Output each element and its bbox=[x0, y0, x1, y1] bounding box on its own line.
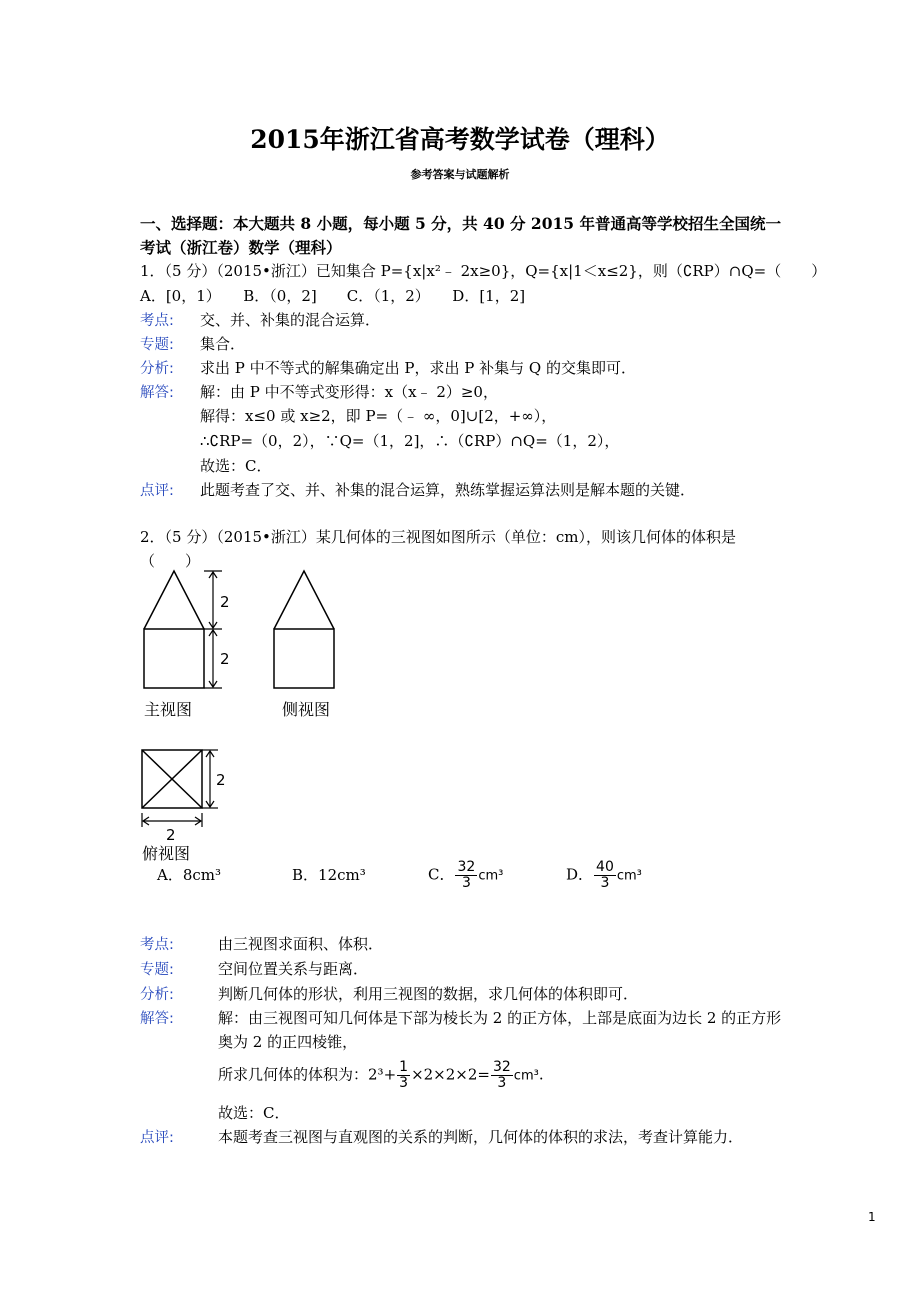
q2-option-d-denominator: 3 bbox=[600, 875, 610, 891]
q2-jieda-line1: 解：由三视图可知几何体是下部为棱长为 2 的正方体，上部是底面为边长 2 的正方形 bbox=[218, 1009, 782, 1027]
q2-volume-result-denominator: 3 bbox=[497, 1075, 507, 1091]
page-title: 2015年浙江省高考数学试卷（理科） bbox=[250, 125, 670, 154]
q2-volume-one-numerator: 1 bbox=[399, 1059, 409, 1075]
q2-option-c-denominator: 3 bbox=[461, 875, 471, 891]
side-view bbox=[274, 571, 334, 688]
q2-jieda-line3 bbox=[218, 1060, 544, 1091]
front-dimension bbox=[204, 571, 222, 688]
q1-stem: 1．（5 分）（2015•浙江）已知集合 P={x|x²﹣ 2x≥0}，Q={x|1＜x≤2}，则（∁RP）∩Q=（ ） bbox=[140, 262, 827, 280]
q2-fenxi: 判断几何体的形状，利用三视图的数据，求几何体的体积即可． bbox=[218, 985, 639, 1003]
q2-volume-product: ×2×2×2= bbox=[411, 1065, 490, 1084]
q2-dianping-label: 点评: bbox=[140, 1130, 174, 1146]
front-view-label: 主视图 bbox=[144, 700, 193, 719]
q2-option-d-fraction bbox=[594, 860, 616, 891]
front-view-triangle bbox=[144, 571, 204, 629]
q2-option-c-numerator: 32 bbox=[457, 859, 476, 875]
q1-fenxi: 求出 P 中不等式的解集确定出 P，求出 P 补集与 Q 的交集即可． bbox=[200, 359, 636, 377]
q2-jieda-line2: 奥为 2 的正四棱锥， bbox=[218, 1033, 358, 1051]
three-view-figure bbox=[130, 565, 370, 865]
q2-volume-power: 2³+ bbox=[368, 1065, 397, 1084]
q2-option-c-fraction bbox=[455, 860, 477, 891]
q1-fenxi-label: 分析: bbox=[140, 361, 174, 377]
q2-volume-fraction-one-third bbox=[397, 1060, 410, 1091]
dim-label-width: 2 bbox=[166, 826, 176, 844]
page-number: 1 bbox=[868, 1210, 876, 1224]
q1-jieda-line2: 解得：x≤0 或 x≥2，即 P=（﹣ ∞，0]∪[2，+∞）， bbox=[200, 407, 557, 425]
q2-option-d-numerator: 40 bbox=[596, 859, 614, 875]
q2-dianping: 本题考查三视图与直观图的关系的判断，几何体的体积的求法，考查计算能力． bbox=[218, 1128, 744, 1146]
q1-options: A．[0，1） B．（0，2] C．（1，2） D．[1，2] bbox=[140, 287, 526, 305]
section-header-line1: 一、选择题：本大题共 8 小题，每小题 5 分，共 40 分 2015 年普通高等学校招生全国统一 bbox=[140, 214, 781, 233]
page-subtitle: 参考答案与试题解析 bbox=[410, 168, 510, 181]
q2-option-a: A．8cm³ bbox=[157, 866, 222, 884]
q1-jieda-line3: ∴∁RP=（0，2），∵Q=（1，2]，∴（∁RP）∩Q=（1，2）， bbox=[200, 432, 620, 450]
dim-label-roof: 2 bbox=[220, 593, 230, 611]
q1-dianping-label: 点评: bbox=[140, 483, 174, 499]
q2-volume-prefix: 所求几何体的体积为： bbox=[218, 1065, 369, 1084]
side-view-triangle bbox=[274, 571, 334, 629]
top-view-label: 俯视图 bbox=[142, 844, 191, 863]
q2-option-c bbox=[428, 860, 503, 891]
q1-zhuanti: 集合． bbox=[200, 335, 246, 353]
q2-zhuanti: 空间位置关系与距离． bbox=[218, 960, 369, 978]
q2-jieda-label: 解答: bbox=[140, 1011, 174, 1027]
q2-option-d-unit: cm³ bbox=[616, 868, 642, 884]
q2-option-b: B．12cm³ bbox=[292, 866, 366, 884]
top-view bbox=[142, 750, 202, 808]
q2-stem-line1: 2．（5 分）（2015•浙江）某几何体的三视图如图所示（单位：cm），则该几何体的体积是 bbox=[140, 528, 737, 546]
q1-jieda-line1: 解：由 P 中不等式变形得：x（x﹣ 2）≥0， bbox=[200, 383, 498, 401]
q2-volume-one-denominator: 3 bbox=[399, 1075, 409, 1091]
q1-zhuanti-label: 专题: bbox=[140, 337, 174, 353]
q2-fenxi-label: 分析: bbox=[140, 987, 174, 1003]
section-header-line2: 考试（浙江卷）数学（理科） bbox=[140, 238, 342, 257]
q1-jieda-label: 解答: bbox=[140, 385, 174, 401]
q2-option-d-prefix: D． bbox=[566, 865, 594, 884]
dim-label-depth: 2 bbox=[216, 771, 226, 789]
q1-dianping: 此题考查了交、并、补集的混合运算，熟练掌握运算法则是解本题的关键． bbox=[200, 481, 696, 499]
q2-kaodian: 由三视图求面积、体积． bbox=[218, 935, 384, 953]
q1-kaodian-label: 考点: bbox=[140, 313, 174, 329]
dim-label-body: 2 bbox=[220, 650, 230, 668]
side-view-label: 侧视图 bbox=[282, 700, 331, 719]
side-view-square bbox=[274, 629, 334, 688]
q1-kaodian: 交、并、补集的混合运算． bbox=[200, 311, 381, 329]
q2-volume-result-numerator: 32 bbox=[492, 1059, 511, 1075]
q2-kaodian-label: 考点: bbox=[140, 937, 174, 953]
q2-volume-result-fraction bbox=[491, 1060, 513, 1091]
front-view-square bbox=[144, 629, 204, 688]
front-view bbox=[144, 571, 204, 688]
q2-volume-end: . bbox=[538, 1065, 544, 1084]
q2-volume-unit: cm³ bbox=[513, 1068, 539, 1084]
q2-jieda-line4: 故选：C． bbox=[218, 1104, 290, 1122]
q2-stem-line2: （ ） bbox=[140, 552, 201, 570]
q2-option-c-prefix: C． bbox=[428, 865, 455, 884]
q1-jieda-line4: 故选：C． bbox=[200, 457, 272, 475]
q2-option-d bbox=[566, 860, 642, 891]
q2-option-c-unit: cm³ bbox=[478, 868, 504, 884]
q2-zhuanti-label: 专题: bbox=[140, 962, 174, 978]
